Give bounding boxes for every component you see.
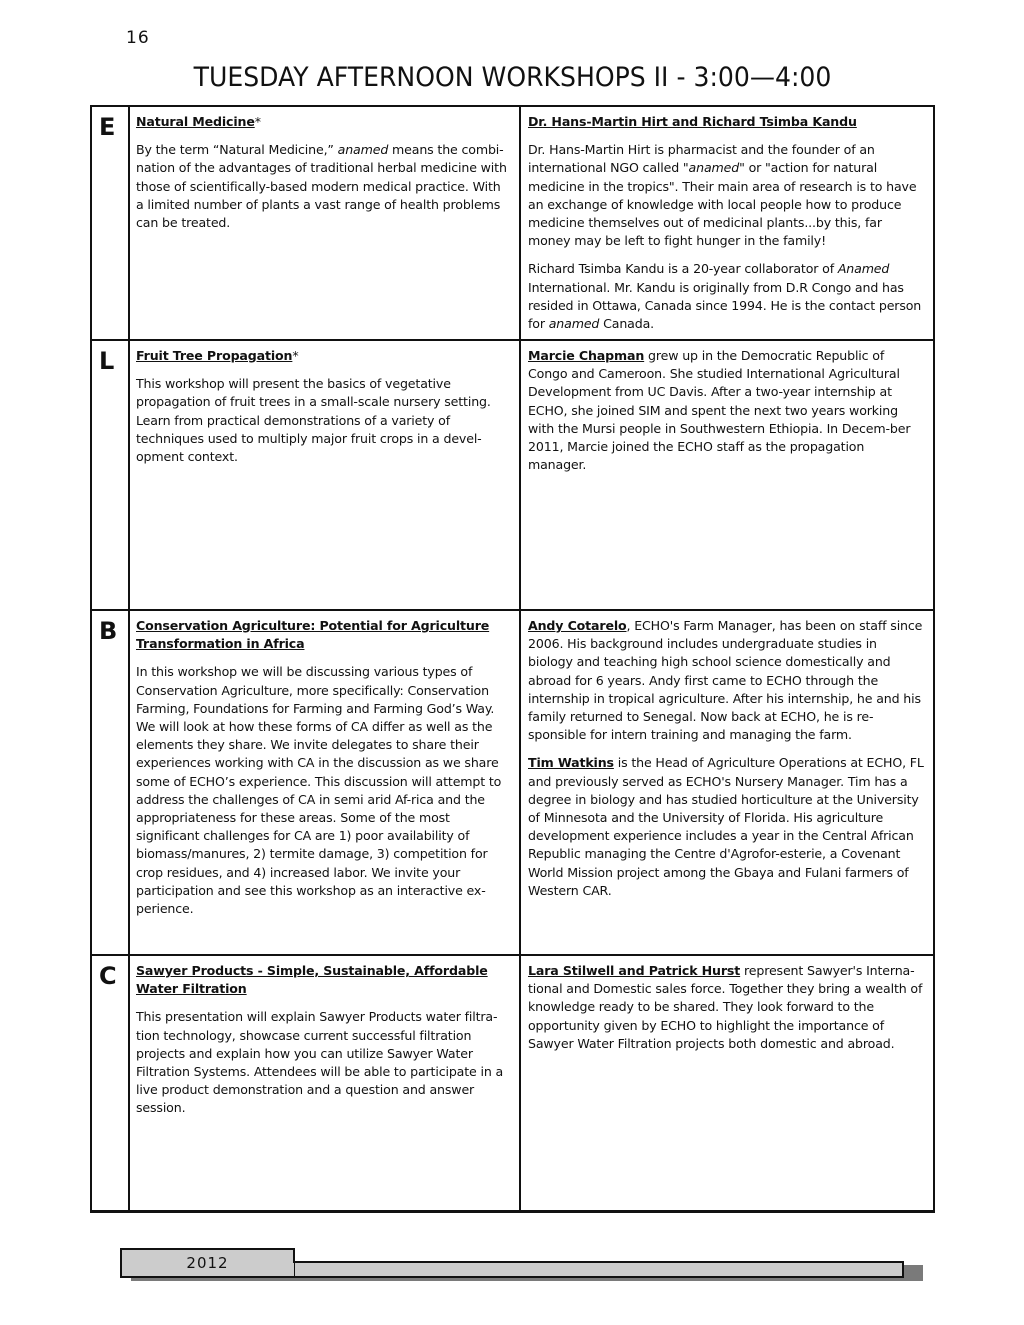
workshop-description: This workshop will present the basics of vegetative propagation of fruit trees in a small-scale nursery setting. Learn from practical demonstrations of a variety of techniques used to multiply major fruit crops in a devel-opment context. (136, 376, 491, 465)
presenter-bio: Andy Cotarelo, ECHO's Farm Manager, has been on staff since 2006. His background includes undergraduate studies in biology and teaching high school science domestically and abroad for 6 years. Andy first came to ECHO through the internship in tropical agriculture. After his internship, he and his family returned to Senegal. Now back at ECHO, he is re-sponsible for intern training and managing the farm. (528, 618, 923, 743)
workshop-title: Fruit Tree Propagation* (136, 348, 299, 363)
table-row (92, 954, 933, 1210)
presenter-cell (521, 107, 933, 339)
workshop-description: In this workshop we will be discussing various types of Conservation Agriculture, more specifically: Conservation Farming, Foundations for Farming and Farming God’s Way. We will look at how these forms of CA differ as well as the elements they share. We invite delegates to share their experiences working with CA in the discussion as we share some of ECHO’s experience. This discussion will attempt to address the challenges of CA in semi arid Af-rica and the appropriateness for these areas. Some of the most significant challenges for CA are 1) poor availability of biomass/manures, 2) termite damage, 3) competition for crop residues, and 4) increased labor. We invite your participation and see this workshop as an interactive ex-perience. (136, 664, 502, 917)
footer-banner (112, 1246, 922, 1296)
presenter-name: Tim Watkins (528, 755, 614, 771)
track-letter: B (92, 611, 130, 954)
footer-year: 2012 (186, 1254, 229, 1272)
workshop-title: Sawyer Products - Simple, Sustainable, Affordable Water Filtration (136, 963, 488, 997)
workshop-cell (130, 956, 521, 1210)
presenter-cell (521, 611, 933, 954)
workshop-cell (130, 107, 521, 339)
presenter-heading: Dr. Hans-Martin Hirt and Richard Tsimba Kandu (528, 114, 857, 129)
presenter-bio: Tim Watkins is the Head of Agriculture Operations at ECHO, FL and previously served as ECHO's Nursery Manager. Tim has a degree in biology and has studied horticulture at the University of Minnesota and the University of Florida. His agriculture development experience includes a year in the Central African Republic managing the Centre d'Agrofor-esterie, a Covenant World Mission project among the Gbaya and Fulani farmers of Western CAR. (528, 755, 924, 898)
track-letter: L (92, 341, 130, 609)
presenter-bio: Marcie Chapman grew up in the Democratic Republic of Congo and Cameroon. She studied International Agricultural Development from UC Davis. After a two-year internship at ECHO, she joined SIM and spent the next two years working with the Mursi people in Southwestern Ethiopia. In Decem-ber 2011, Marcie joined the ECHO staff as the propagation manager. (528, 348, 911, 473)
table-row (92, 339, 933, 609)
workshop-description: This presentation will explain Sawyer Products water filtra-tion technology, showcase current successful filtration projects and explain how you can utilize Sawyer Water Filtration Systems. Attendees will be able to participate in a live product demonstration and a question and answer session. (136, 1009, 504, 1116)
page-title: TUESDAY AFTERNOON WORKSHOPS II - 3:00—4:00 (193, 62, 832, 93)
track-letter: E (92, 107, 130, 339)
presenter-cell (521, 341, 933, 609)
presenter-cell (521, 956, 933, 1210)
page-number: 16 (126, 28, 150, 48)
workshop-description: By the term “Natural Medicine,” anamed means the combi-nation of the advantages of traditional herbal medicine with those of scientifically-based modern medical practice. With a limited number of plants a vast range of health problems can be treated. (136, 142, 507, 231)
presenter-name: Lara Stilwell and Patrick Hurst (528, 963, 741, 978)
presenter-name: Marcie Chapman (528, 348, 645, 363)
workshop-cell (130, 341, 521, 609)
workshop-title: Natural Medicine* (136, 114, 261, 129)
track-letter: C (92, 956, 130, 1210)
workshop-title: Conservation Agriculture: Potential for Agriculture Transformation in Africa (136, 618, 490, 652)
presenter-bio: Richard Tsimba Kandu is a 20-year collaborator of Anamed International. Mr. Kandu is originally from D.R Congo and has resided in Ottawa, Canada since 1994. He is the contact person for anamed Canada. (528, 261, 922, 332)
presenter-name: Andy Cotarelo (528, 618, 627, 633)
table-row (92, 609, 933, 954)
presenter-bio: Dr. Hans-Martin Hirt is pharmacist and the founder of an international NGO called "anamed" or "action for natural medicine in the tropics". Their main area of research is to have an exchange of knowledge with local people how to produce medicine themselves out of medicinal plants...by this, far money may be left to fight hunger in the family! (528, 142, 917, 249)
table-row (92, 107, 933, 339)
workshop-cell (130, 611, 521, 954)
workshop-schedule-table (90, 105, 935, 1213)
presenter-bio: Lara Stilwell and Patrick Hurst represent Sawyer's Interna-tional and Domestic sales force. Together they bring a wealth of knowledge ready to be shared. They look forward to the opportunity given by ECHO to highlight the importance of Sawyer Water Filtration projects both domestic and abroad. (528, 963, 923, 1051)
